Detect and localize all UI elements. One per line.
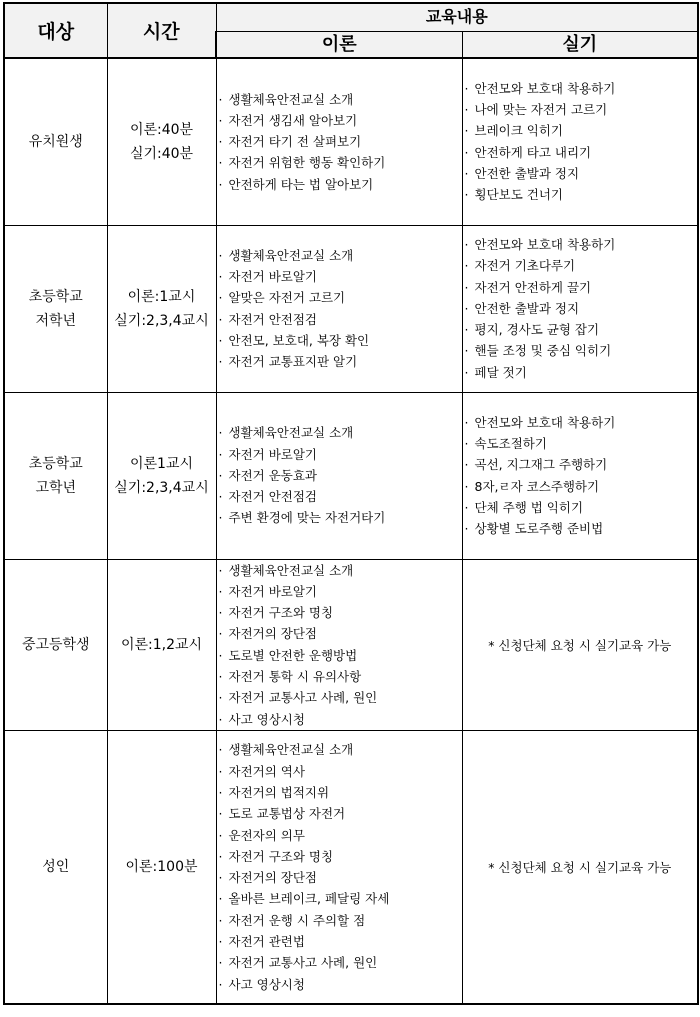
table-row [4, 559, 698, 730]
theory-list [217, 739, 462, 995]
target-line: 고학년 [35, 479, 77, 496]
theory-list [217, 422, 462, 528]
target-line: 성인 [42, 859, 70, 876]
list-item: · 사고 영상시청 [217, 709, 462, 730]
header-theory: 이론 [216, 31, 462, 58]
list-item: · 자전거 구조와 명칭 [217, 846, 462, 867]
target-cell [4, 392, 107, 559]
list-item: · 사고 영상시청 [217, 974, 462, 995]
time-cell [107, 392, 216, 559]
list-item: · 자전거 운행 시 주의할 점 [217, 910, 462, 931]
practice-note: * 신청단체 요청 시 실기교육 가능 [462, 559, 698, 730]
practice-cell [462, 225, 698, 392]
list-item: · 자전거 안전하게 끌기 [463, 277, 698, 298]
practice-list [463, 412, 698, 540]
list-item: · 자전거 교통사고 사례, 원인 [217, 952, 462, 973]
list-item: · 자전거의 장단점 [217, 867, 462, 888]
time-line: 이론:1,2교시 [120, 636, 203, 653]
time-line: 실기:40분 [129, 145, 194, 162]
list-item: · 자전거 타기 전 살펴보기 [217, 131, 462, 152]
list-item: · 안전모와 보호대 착용하기 [463, 412, 698, 433]
time-cell [107, 225, 216, 392]
list-item: · 자전거 기초다루기 [463, 255, 698, 276]
time-line: 실기:2,3,4교시 [114, 312, 209, 329]
list-item: · 자전거 통학 시 유의사항 [217, 666, 462, 687]
list-item: · 자전거의 장단점 [217, 623, 462, 644]
list-item: · 생활체육안전교실 소개 [217, 422, 462, 443]
header-practice: 실기 [462, 31, 698, 58]
list-item: · 자전거 안전점검 [217, 309, 462, 330]
theory-cell [216, 225, 462, 392]
header-row [4, 3, 698, 31]
list-item: · 자전거 구조와 명칭 [217, 602, 462, 623]
list-item: · 곡선, 지그재그 주행하기 [463, 454, 698, 475]
list-item: · 생활체육안전교실 소개 [217, 560, 462, 581]
list-item: · 안전모와 보호대 착용하기 [463, 234, 698, 255]
theory-list [217, 560, 462, 730]
list-item: · 안전한 출발과 정지 [463, 163, 698, 184]
target-line: 초등학교 [28, 455, 83, 472]
practice-list [463, 234, 698, 383]
list-item: · 주변 환경에 맞는 자전거타기 [217, 507, 462, 528]
list-item: · 자전거 관련법 [217, 931, 462, 952]
list-item: · 생활체육안전교실 소개 [217, 89, 462, 110]
time-line: 이론:1교시 [127, 288, 196, 305]
practice-cell [462, 58, 698, 225]
list-item: · 생활체육안전교실 소개 [217, 245, 462, 266]
list-item: · 자전거 안전점검 [217, 486, 462, 507]
time-cell [107, 730, 216, 1004]
list-item: · 도로별 안전한 운행방법 [217, 645, 462, 666]
list-item: · 자전거 운동효과 [217, 465, 462, 486]
time-cell [107, 559, 216, 730]
time-cell [107, 58, 216, 225]
theory-cell [216, 58, 462, 225]
header-content: 교육내용 [216, 3, 698, 31]
target-line: 초등학교 [28, 288, 83, 305]
list-item: · 안전한 출발과 정지 [463, 298, 698, 319]
list-item: · 페달 젓기 [463, 362, 698, 383]
practice-cell [462, 392, 698, 559]
list-item: · 자전거 생김새 알아보기 [217, 110, 462, 131]
target-line: 저학년 [35, 312, 77, 329]
header-target: 대상 [4, 3, 107, 58]
list-item: · 속도조절하기 [463, 433, 698, 454]
target-cell [4, 58, 107, 225]
theory-cell [216, 730, 462, 1004]
education-program-table [3, 2, 699, 1005]
list-item: · 핸들 조정 및 중심 익히기 [463, 340, 698, 361]
theory-list [217, 245, 462, 373]
list-item: · 안전모와 보호대 착용하기 [463, 78, 698, 99]
list-item: · 평지, 경사도 균형 잡기 [463, 319, 698, 340]
list-item: · 상황별 도로주행 준비법 [463, 518, 698, 539]
practice-list [463, 78, 698, 206]
list-item: · 8자,ㄹ자 코스주행하기 [463, 476, 698, 497]
time-line: 이론:40분 [129, 121, 194, 138]
list-item: · 운전자의 의무 [217, 825, 462, 846]
target-cell [4, 225, 107, 392]
list-item: · 알맞은 자전거 고르기 [217, 287, 462, 308]
list-item: · 자전거 교통사고 사례, 원인 [217, 687, 462, 708]
list-item: · 자전거의 역사 [217, 761, 462, 782]
theory-cell [216, 392, 462, 559]
list-item: · 자전거의 법적지위 [217, 782, 462, 803]
theory-cell [216, 559, 462, 730]
table-row [4, 392, 698, 559]
list-item: · 올바른 브레이크, 페달링 자세 [217, 888, 462, 909]
table-row [4, 730, 698, 1004]
list-item: · 브레이크 익히기 [463, 120, 698, 141]
target-cell [4, 559, 107, 730]
header-time: 시간 [107, 3, 216, 58]
list-item: · 도로 교통법상 자전거 [217, 803, 462, 824]
theory-list [217, 89, 462, 195]
list-item: · 나에 맞는 자전거 고르기 [463, 99, 698, 120]
time-line: 이론:100분 [125, 859, 198, 876]
practice-note: * 신청단체 요청 시 실기교육 가능 [462, 730, 698, 1004]
target-line: 유치원생 [28, 133, 83, 150]
list-item: · 자전거 교통표지판 알기 [217, 351, 462, 372]
target-line: 중고등학생 [21, 636, 90, 653]
list-item: · 자전거 바로알기 [217, 444, 462, 465]
list-item: · 생활체육안전교실 소개 [217, 739, 462, 760]
table-row [4, 225, 698, 392]
list-item: · 자전거 위험한 행동 확인하기 [217, 152, 462, 173]
list-item: · 횡단보도 건너기 [463, 184, 698, 205]
list-item: · 안전하게 타는 법 알아보기 [217, 174, 462, 195]
table-row [4, 58, 698, 225]
list-item: · 단체 주행 법 익히기 [463, 497, 698, 518]
list-item: · 안전하게 타고 내리기 [463, 142, 698, 163]
time-line: 실기:2,3,4교시 [114, 479, 209, 496]
target-cell [4, 730, 107, 1004]
time-line: 이론1교시 [129, 455, 193, 472]
list-item: · 안전모, 보호대, 복장 확인 [217, 330, 462, 351]
list-item: · 자전거 바로알기 [217, 266, 462, 287]
list-item: · 자전거 바로알기 [217, 581, 462, 602]
